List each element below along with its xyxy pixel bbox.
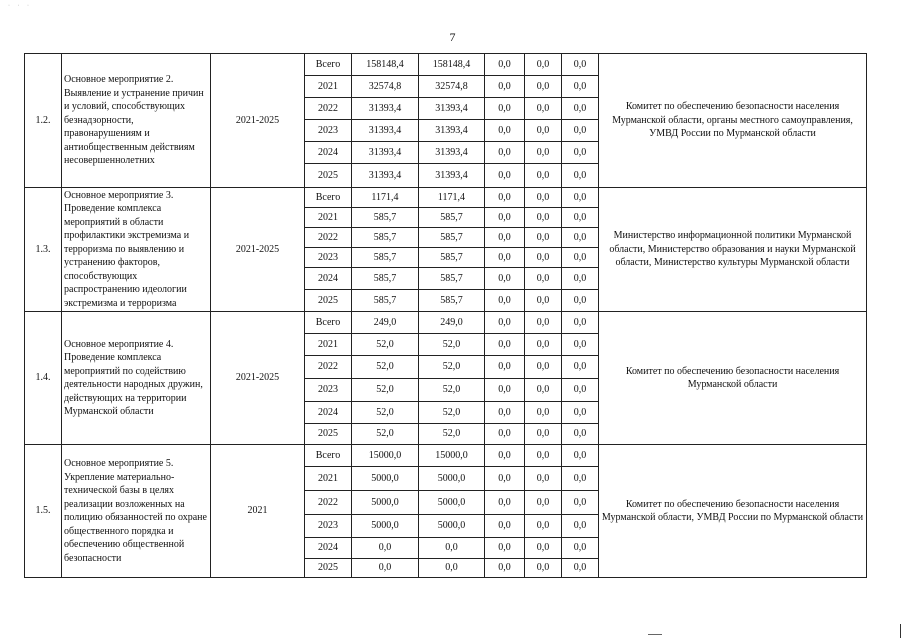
total-value: 31393,4	[352, 98, 419, 120]
federal-budget-value: 0,0	[485, 491, 525, 515]
local-budget-value: 0,0	[525, 538, 562, 559]
responsible-executor: Комитет по обеспечению безопасности населения Мурманской области	[599, 312, 867, 445]
other-sources-value: 0,0	[562, 188, 599, 208]
item-number: 1.5.	[25, 445, 62, 578]
total-value: 52,0	[352, 424, 419, 445]
local-budget-value: 0,0	[525, 290, 562, 312]
regional-budget-value: 52,0	[419, 424, 485, 445]
other-sources-value: 0,0	[562, 98, 599, 120]
item-period: 2021-2025	[211, 312, 305, 445]
table-row	[25, 445, 867, 467]
year-label: 2025	[305, 164, 352, 188]
other-sources-value: 0,0	[562, 268, 599, 290]
regional-budget-value: 52,0	[419, 334, 485, 356]
total-value: 5000,0	[352, 467, 419, 491]
local-budget-value: 0,0	[525, 268, 562, 290]
item-period: 2021	[211, 445, 305, 578]
total-value: 158148,4	[352, 54, 419, 76]
other-sources-value: 0,0	[562, 445, 599, 467]
federal-budget-value: 0,0	[485, 76, 525, 98]
local-budget-value: 0,0	[525, 164, 562, 188]
regional-budget-value: 1171,4	[419, 188, 485, 208]
total-value: 32574,8	[352, 76, 419, 98]
federal-budget-value: 0,0	[485, 467, 525, 491]
scan-bottom-mark	[648, 634, 662, 635]
federal-budget-value: 0,0	[485, 445, 525, 467]
total-value: 31393,4	[352, 164, 419, 188]
federal-budget-value: 0,0	[485, 248, 525, 268]
item-name: Основное мероприятие 4. Проведение комплекса мероприятий по содействию деятельности народных дружин, действующих на территории Мурманской области	[62, 312, 211, 445]
year-label: 2024	[305, 402, 352, 424]
total-value: 52,0	[352, 379, 419, 402]
item-number: 1.3.	[25, 188, 62, 312]
total-value: 585,7	[352, 268, 419, 290]
federal-budget-value: 0,0	[485, 559, 525, 578]
federal-budget-value: 0,0	[485, 356, 525, 379]
other-sources-value: 0,0	[562, 379, 599, 402]
year-label: 2025	[305, 559, 352, 578]
regional-budget-value: 15000,0	[419, 445, 485, 467]
federal-budget-value: 0,0	[485, 515, 525, 538]
local-budget-value: 0,0	[525, 445, 562, 467]
item-period: 2021-2025	[211, 188, 305, 312]
year-label: 2025	[305, 424, 352, 445]
regional-budget-value: 31393,4	[419, 98, 485, 120]
regional-budget-value: 0,0	[419, 559, 485, 578]
other-sources-value: 0,0	[562, 164, 599, 188]
year-label: 2023	[305, 120, 352, 142]
regional-budget-value: 5000,0	[419, 491, 485, 515]
federal-budget-value: 0,0	[485, 54, 525, 76]
year-label: Всего	[305, 188, 352, 208]
total-value: 52,0	[352, 402, 419, 424]
federal-budget-value: 0,0	[485, 120, 525, 142]
other-sources-value: 0,0	[562, 248, 599, 268]
local-budget-value: 0,0	[525, 379, 562, 402]
regional-budget-value: 52,0	[419, 402, 485, 424]
total-value: 5000,0	[352, 491, 419, 515]
item-number: 1.4.	[25, 312, 62, 445]
page-number: 7	[449, 30, 456, 44]
local-budget-value: 0,0	[525, 559, 562, 578]
other-sources-value: 0,0	[562, 402, 599, 424]
table-row	[25, 54, 867, 76]
funding-table	[24, 53, 867, 578]
federal-budget-value: 0,0	[485, 208, 525, 228]
regional-budget-value: 158148,4	[419, 54, 485, 76]
responsible-executor: Комитет по обеспечению безопасности населения Мурманской области, органы местного самоуправления, УМВД России по Мурманской области	[599, 54, 867, 188]
year-label: 2022	[305, 98, 352, 120]
total-value: 0,0	[352, 559, 419, 578]
federal-budget-value: 0,0	[485, 312, 525, 334]
federal-budget-value: 0,0	[485, 424, 525, 445]
regional-budget-value: 5000,0	[419, 515, 485, 538]
federal-budget-value: 0,0	[485, 268, 525, 290]
scan-artifact: · · ·	[8, 3, 32, 9]
local-budget-value: 0,0	[525, 515, 562, 538]
year-label: 2023	[305, 515, 352, 538]
regional-budget-value: 585,7	[419, 290, 485, 312]
responsible-executor: Министерство информационной политики Мурманской области, Министерство образования и науки Мурманской области, Министерство культуры Мурманской области	[599, 188, 867, 312]
regional-budget-value: 585,7	[419, 248, 485, 268]
other-sources-value: 0,0	[562, 54, 599, 76]
local-budget-value: 0,0	[525, 424, 562, 445]
table-row	[25, 312, 867, 334]
year-label: 2023	[305, 248, 352, 268]
year-label: 2024	[305, 538, 352, 559]
item-period: 2021-2025	[211, 54, 305, 188]
total-value: 585,7	[352, 290, 419, 312]
other-sources-value: 0,0	[562, 356, 599, 379]
local-budget-value: 0,0	[525, 228, 562, 248]
regional-budget-value: 585,7	[419, 228, 485, 248]
total-value: 52,0	[352, 334, 419, 356]
federal-budget-value: 0,0	[485, 188, 525, 208]
other-sources-value: 0,0	[562, 538, 599, 559]
regional-budget-value: 52,0	[419, 379, 485, 402]
year-label: 2022	[305, 491, 352, 515]
year-label: 2022	[305, 228, 352, 248]
other-sources-value: 0,0	[562, 467, 599, 491]
local-budget-value: 0,0	[525, 98, 562, 120]
other-sources-value: 0,0	[562, 515, 599, 538]
scan-edge-mark	[900, 624, 901, 638]
other-sources-value: 0,0	[562, 491, 599, 515]
item-name: Основное мероприятие 2. Выявление и устранение причин и условий, способствующих безнадзорности, правонарушениям и антиобщественным действиям несовершеннолетних	[62, 54, 211, 188]
local-budget-value: 0,0	[525, 142, 562, 164]
total-value: 585,7	[352, 208, 419, 228]
local-budget-value: 0,0	[525, 334, 562, 356]
total-value: 585,7	[352, 228, 419, 248]
federal-budget-value: 0,0	[485, 402, 525, 424]
responsible-executor: Комитет по обеспечению безопасности населения Мурманской области, УМВД России по Мурманской области	[599, 445, 867, 578]
other-sources-value: 0,0	[562, 208, 599, 228]
other-sources-value: 0,0	[562, 120, 599, 142]
year-label: 2021	[305, 76, 352, 98]
regional-budget-value: 585,7	[419, 208, 485, 228]
federal-budget-value: 0,0	[485, 98, 525, 120]
other-sources-value: 0,0	[562, 424, 599, 445]
year-label: 2021	[305, 334, 352, 356]
local-budget-value: 0,0	[525, 248, 562, 268]
local-budget-value: 0,0	[525, 467, 562, 491]
item-number: 1.2.	[25, 54, 62, 188]
federal-budget-value: 0,0	[485, 334, 525, 356]
item-name: Основное мероприятие 5. Укрепление материально-технической базы в целях реализации возложенных на полицию обязанностей по охране общественного порядка и обеспечению общественной безопасности	[62, 445, 211, 578]
total-value: 52,0	[352, 356, 419, 379]
year-label: Всего	[305, 445, 352, 467]
regional-budget-value: 32574,8	[419, 76, 485, 98]
local-budget-value: 0,0	[525, 188, 562, 208]
regional-budget-value: 249,0	[419, 312, 485, 334]
year-label: 2024	[305, 142, 352, 164]
year-label: 2025	[305, 290, 352, 312]
federal-budget-value: 0,0	[485, 379, 525, 402]
federal-budget-value: 0,0	[485, 290, 525, 312]
other-sources-value: 0,0	[562, 334, 599, 356]
federal-budget-value: 0,0	[485, 164, 525, 188]
table-row	[25, 188, 867, 208]
item-name: Основное мероприятие 3. Проведение комплекса мероприятий в области профилактики экстремизма и терроризма по выявлению и устранению факторов, способствующих распространению идеологии экстремизма и терроризма	[62, 188, 211, 312]
local-budget-value: 0,0	[525, 54, 562, 76]
total-value: 5000,0	[352, 515, 419, 538]
year-label: 2021	[305, 208, 352, 228]
table-body	[25, 54, 867, 578]
local-budget-value: 0,0	[525, 208, 562, 228]
federal-budget-value: 0,0	[485, 538, 525, 559]
total-value: 31393,4	[352, 142, 419, 164]
local-budget-value: 0,0	[525, 312, 562, 334]
regional-budget-value: 31393,4	[419, 120, 485, 142]
other-sources-value: 0,0	[562, 228, 599, 248]
regional-budget-value: 0,0	[419, 538, 485, 559]
total-value: 31393,4	[352, 120, 419, 142]
total-value: 249,0	[352, 312, 419, 334]
local-budget-value: 0,0	[525, 120, 562, 142]
year-label: 2023	[305, 379, 352, 402]
local-budget-value: 0,0	[525, 76, 562, 98]
local-budget-value: 0,0	[525, 491, 562, 515]
total-value: 585,7	[352, 248, 419, 268]
regional-budget-value: 5000,0	[419, 467, 485, 491]
year-label: 2024	[305, 268, 352, 290]
local-budget-value: 0,0	[525, 356, 562, 379]
local-budget-value: 0,0	[525, 402, 562, 424]
total-value: 15000,0	[352, 445, 419, 467]
federal-budget-value: 0,0	[485, 228, 525, 248]
other-sources-value: 0,0	[562, 312, 599, 334]
other-sources-value: 0,0	[562, 290, 599, 312]
regional-budget-value: 52,0	[419, 356, 485, 379]
regional-budget-value: 31393,4	[419, 164, 485, 188]
federal-budget-value: 0,0	[485, 142, 525, 164]
year-label: 2022	[305, 356, 352, 379]
other-sources-value: 0,0	[562, 142, 599, 164]
year-label: Всего	[305, 312, 352, 334]
regional-budget-value: 31393,4	[419, 142, 485, 164]
year-label: Всего	[305, 54, 352, 76]
other-sources-value: 0,0	[562, 559, 599, 578]
other-sources-value: 0,0	[562, 76, 599, 98]
total-value: 0,0	[352, 538, 419, 559]
regional-budget-value: 585,7	[419, 268, 485, 290]
total-value: 1171,4	[352, 188, 419, 208]
year-label: 2021	[305, 467, 352, 491]
